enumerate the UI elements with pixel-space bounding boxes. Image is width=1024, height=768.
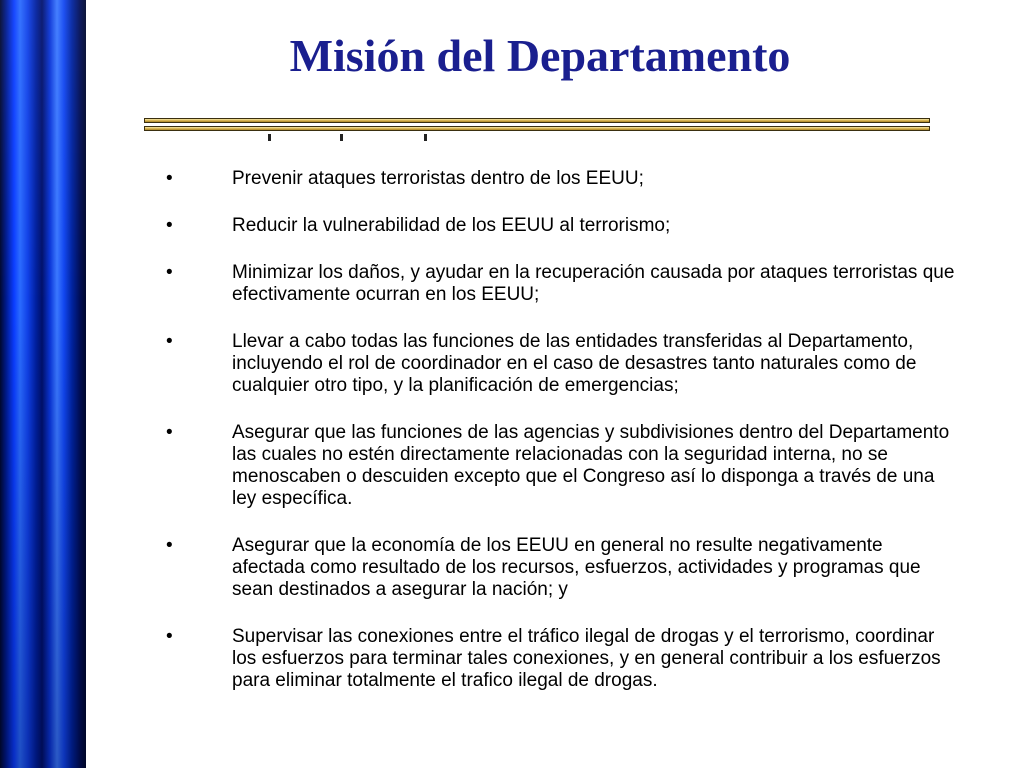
list-item-text: Asegurar que la economía de los EEUU en general no resulte negativamente afectada como resultado de los recursos, esfuerzos, actividades y programas que sean destinados a asegurar la nación; y bbox=[232, 535, 921, 600]
gold-divider-rule bbox=[144, 118, 930, 134]
bullet-icon: • bbox=[166, 626, 173, 647]
artifact-mark bbox=[424, 134, 427, 141]
bullet-icon: • bbox=[166, 331, 173, 352]
list-item-text: Reducir la vulnerabilidad de los EEUU al terrorismo; bbox=[232, 215, 671, 236]
list-item bbox=[160, 626, 960, 692]
list-item-text: Llevar a cabo todas las funciones de las entidades transferidas al Departamento, incluyendo el rol de coordinador en el caso de desastres tanto naturales como de cualquier otro tipo, y la planificación de emergencias; bbox=[232, 331, 917, 396]
artifact-mark bbox=[268, 134, 271, 141]
list-item bbox=[160, 215, 960, 237]
bullet-icon: • bbox=[166, 262, 173, 283]
bullet-icon: • bbox=[166, 422, 173, 443]
rule-partial-text-artifacts bbox=[144, 134, 930, 142]
gold-rule-bottom bbox=[144, 126, 930, 131]
list-item-text: Supervisar las conexiones entre el tráfico ilegal de drogas y el terrorismo, coordinar los esfuerzos para terminar tales conexiones, y en general contribuir a los esfuerzos para eliminar totalmente el trafico ilegal de drogas. bbox=[232, 626, 941, 691]
gold-rule-top bbox=[144, 118, 930, 123]
list-item bbox=[160, 168, 960, 190]
list-item bbox=[160, 331, 960, 397]
bullet-list bbox=[160, 168, 960, 717]
list-item bbox=[160, 535, 960, 601]
bullet-icon: • bbox=[166, 215, 173, 236]
artifact-mark bbox=[340, 134, 343, 141]
list-item-text: Minimizar los daños, y ayudar en la recuperación causada por ataques terroristas que efectivamente ocurran en los EEUU; bbox=[232, 262, 955, 305]
list-item-text: Prevenir ataques terroristas dentro de los EEUU; bbox=[232, 168, 644, 189]
bullet-icon: • bbox=[166, 168, 173, 189]
blue-curtain-decoration bbox=[0, 0, 86, 768]
list-item bbox=[160, 422, 960, 510]
list-item bbox=[160, 262, 960, 306]
slide-title: Misión del Departamento bbox=[289, 30, 791, 81]
bullet-icon: • bbox=[166, 535, 173, 556]
list-item-text: Asegurar que las funciones de las agencias y subdivisiones dentro del Departamento las cuales no estén directamente relacionadas con la seguridad interna, no se menoscaben o descuiden excepto que el Congreso así lo disponga a través de una ley específica. bbox=[232, 422, 950, 509]
